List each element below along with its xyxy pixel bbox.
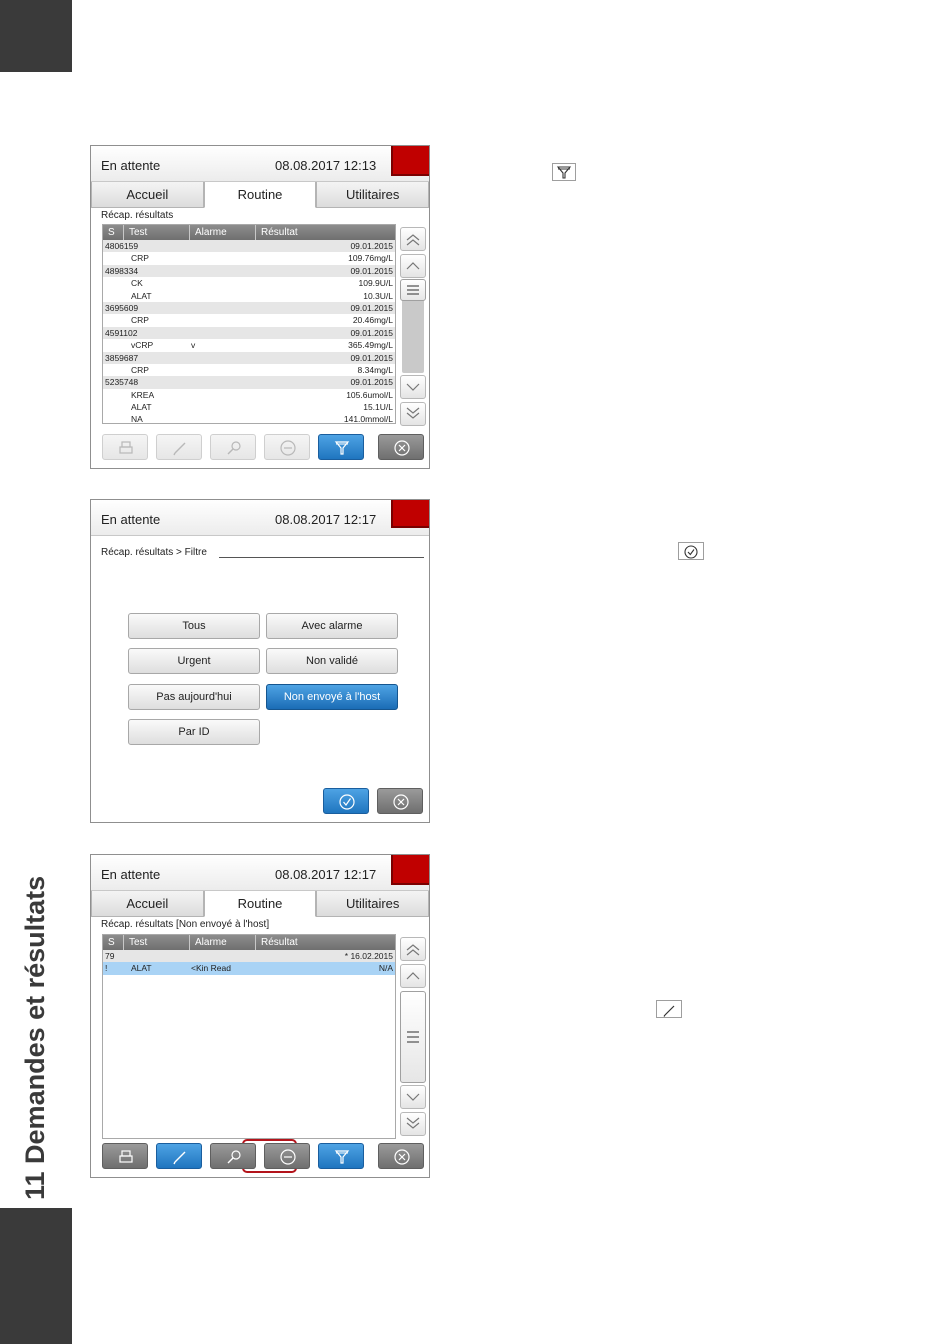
tab-accueil[interactable]: Accueil [91,891,204,917]
search-button[interactable] [210,434,256,460]
edit-button[interactable] [156,434,202,460]
table-row[interactable] [103,240,395,252]
table-row[interactable] [103,302,395,314]
cell-test: ALAT [131,290,152,301]
cell-test: CRP [131,364,149,375]
chapter-title: 11 Demandes et résultats [20,875,50,1200]
cell-result: 09.01.2015 [350,302,393,313]
filter-button[interactable] [318,434,364,460]
table-row[interactable] [103,950,395,962]
cell-s: 3859687 [105,352,139,363]
scroll-bottom-button[interactable] [400,1112,426,1136]
filter-icon [552,163,576,181]
breadcrumb: Récap. résultats > Filtre [101,547,207,558]
cell-result: 109.76mg/L [348,253,393,264]
filter-by-id-button[interactable]: Par ID [128,719,260,745]
cell-test: ALAT [131,963,152,974]
status-datetime: 08.08.2017 12:17 [275,867,377,882]
filter-icon [334,1149,350,1165]
edit-icon [172,440,188,456]
filter-button[interactable] [318,1143,364,1169]
scrollbar[interactable] [400,227,426,427]
scroll-up-button[interactable] [400,254,426,278]
tab-bar [91,182,429,208]
results-table [102,224,396,424]
tab-routine[interactable]: Routine [204,182,317,208]
cell-test: vCRP [131,340,154,351]
edit-button[interactable] [156,1143,202,1169]
alert-indicator[interactable] [391,500,429,528]
column-header-alarm[interactable]: Alarme [190,935,256,950]
close-button[interactable] [377,788,423,814]
alert-indicator[interactable] [391,855,429,885]
cell-test: KREA [131,389,155,400]
filter-not-sent-button[interactable]: Non envoyé à l'host [266,684,398,710]
search-button[interactable] [210,1143,256,1169]
table-row[interactable] [103,339,395,351]
status-bar [91,500,429,536]
status-datetime: 08.08.2017 12:13 [275,158,377,173]
grip-icon [401,992,425,1082]
tab-routine[interactable]: Routine [204,891,317,917]
print-button[interactable] [102,1143,148,1169]
screen-results-summary [90,145,430,469]
scrollbar[interactable] [400,937,426,1137]
chapter-edge-bottom [0,1208,72,1344]
close-icon [394,1149,410,1165]
cell-result: 10.3U/L [363,290,393,301]
filter-all-button[interactable]: Tous [128,613,260,639]
column-header-result[interactable]: Résultat [261,227,298,238]
close-icon [394,440,410,456]
delete-button[interactable] [264,434,310,460]
double-chevron-down-icon [401,1113,425,1135]
table-header [103,935,395,950]
alert-indicator[interactable] [391,146,429,176]
chevron-up-icon [401,965,425,987]
table-row[interactable] [103,962,395,974]
table-body [103,950,395,975]
cell-s: 4591102 [105,327,138,338]
scroll-bottom-button[interactable] [400,402,426,426]
scroll-thumb[interactable] [400,991,426,1083]
confirm-button[interactable] [323,788,369,814]
table-row[interactable] [103,314,395,326]
results-table [102,934,396,1139]
status-text: En attente [101,512,161,527]
tab-utilitaires[interactable]: Utilitaires [316,182,429,208]
cell-result: 141.0mmol/L [343,414,393,424]
table-row[interactable] [103,389,395,401]
cell-result: 09.01.2015 [350,352,393,363]
table-row[interactable] [103,327,395,339]
tab-bar [91,891,429,917]
grip-icon [401,280,425,300]
close-icon [393,794,409,810]
cell-result: 105.6umol/L [346,389,393,400]
cell-s: 5235748 [105,377,139,388]
cell-s: 4898334 [105,265,139,276]
table-row[interactable] [103,290,395,302]
scroll-top-button[interactable] [400,937,426,961]
status-text: En attente [101,158,161,173]
minus-icon [280,440,296,456]
filter-urgent-button[interactable]: Urgent [128,648,260,674]
scroll-top-button[interactable] [400,227,426,251]
table-row[interactable] [103,252,395,264]
confirm-icon [678,542,704,560]
breadcrumb: Récap. résultats [Non envoyé à l'host] [101,919,270,930]
column-header-test[interactable]: Test [124,225,190,240]
cell-test: CK [131,278,143,289]
cell-test: ALAT [131,402,152,413]
scroll-up-button[interactable] [400,964,426,988]
print-button[interactable] [102,434,148,460]
print-icon [118,440,134,456]
cell-s: 3695609 [105,302,139,313]
cell-test: CRP [131,253,149,264]
search-icon [226,440,242,456]
screen-results-filtered [90,854,430,1178]
chevron-down-icon [401,376,425,398]
cell-alarm: <Kin Read [191,963,231,974]
edit-icon [656,1000,682,1018]
cell-result: 09.01.2015 [350,377,393,388]
screen-filter [90,499,430,823]
chapter-edge-top [0,0,72,72]
minus-icon [280,1149,296,1165]
cell-result: 09.01.2015 [350,265,393,276]
breadcrumb: Récap. résultats [101,210,174,221]
divider [219,557,424,558]
cell-result: * 16.02.2015 [344,951,393,961]
cell-result: N/A [378,963,393,974]
table-row[interactable] [103,352,395,364]
print-icon [118,1149,134,1165]
table-row[interactable] [103,413,395,424]
column-header-s[interactable]: S [103,225,124,240]
cell-test: NA [131,414,143,424]
scroll-down-button[interactable] [400,375,426,399]
cell-s: 4806159 [105,241,139,251]
cell-test: CRP [131,315,149,326]
column-header-alarm[interactable]: Alarme [190,225,256,240]
scroll-thumb[interactable] [400,279,426,301]
status-bar [91,146,429,182]
column-header-test[interactable]: Test [124,935,190,950]
cell-alarm: v [191,340,196,351]
double-chevron-down-icon [401,403,425,425]
status-text: En attente [101,867,161,882]
cell-result: 365.49mg/L [348,340,393,351]
table-row[interactable] [103,364,395,376]
cell-s: ! [105,963,108,974]
confirm-icon [339,794,355,810]
edit-icon [172,1149,188,1165]
table-row[interactable] [103,376,395,388]
table-row[interactable] [103,265,395,277]
close-button[interactable] [378,1143,424,1169]
tab-accueil[interactable]: Accueil [91,182,204,208]
cell-s: 79 [105,951,115,961]
table-body [103,240,395,424]
tab-utilitaires[interactable]: Utilitaires [316,891,429,917]
search-icon [226,1149,242,1165]
filter-not-validated-button[interactable]: Non validé [266,648,398,674]
double-chevron-up-icon [401,228,425,250]
cell-result: 15.1U/L [363,402,393,413]
double-chevron-up-icon [401,938,425,960]
filter-with-alarm-button[interactable]: Avec alarme [266,613,398,639]
cell-result: 20.46mg/L [352,315,393,326]
status-datetime: 08.08.2017 12:17 [275,512,377,527]
close-button[interactable] [378,434,424,460]
cell-result: 09.01.2015 [350,241,393,251]
delete-button[interactable] [264,1143,310,1169]
cell-result: 09.01.2015 [350,327,393,338]
chevron-up-icon [401,255,425,277]
status-bar [91,855,429,891]
filter-icon [334,440,350,456]
chevron-down-icon [401,1086,425,1108]
table-row[interactable] [103,277,395,289]
column-header-s[interactable]: S [103,935,124,950]
cell-result: 109.9U/L [358,278,393,289]
table-row[interactable] [103,401,395,413]
column-header-result[interactable]: Résultat [261,937,298,948]
scroll-down-button[interactable] [400,1085,426,1109]
cell-result: 8.34mg/L [357,364,393,375]
table-header [103,225,395,240]
filter-not-today-button[interactable]: Pas aujourd'hui [128,684,260,710]
